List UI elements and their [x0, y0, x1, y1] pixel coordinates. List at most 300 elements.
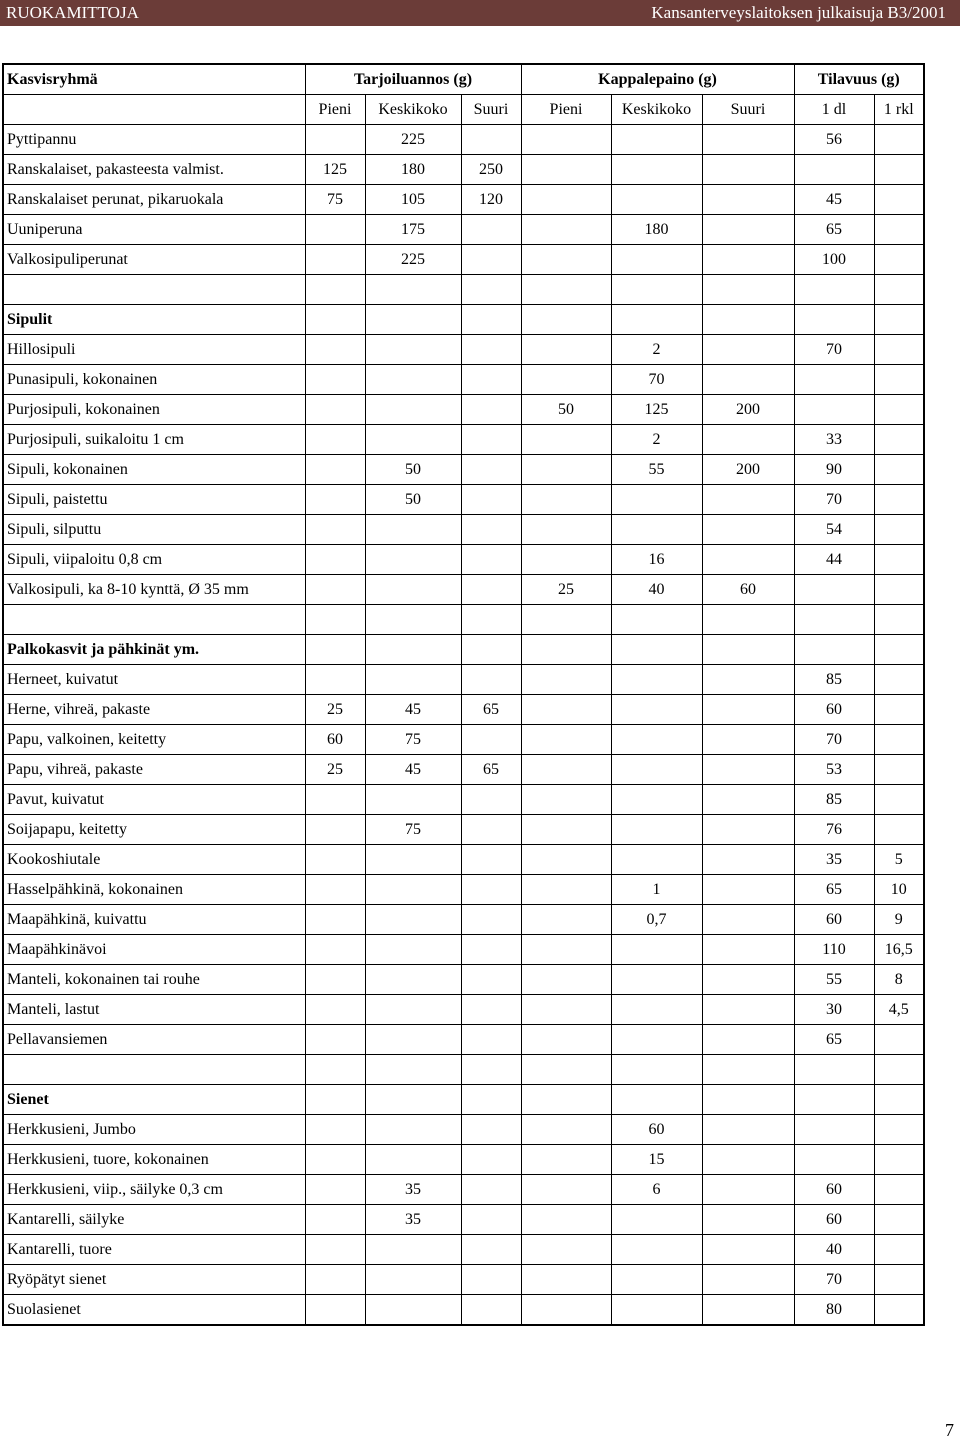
value-cell: 15 — [611, 1145, 702, 1175]
value-cell — [611, 515, 702, 545]
value-cell — [305, 395, 365, 425]
value-cell: 65 — [794, 215, 874, 245]
subheader-volume-dl: 1 dl — [794, 95, 874, 125]
item-name: Pyttipannu — [3, 125, 305, 155]
value-cell — [305, 935, 365, 965]
item-name: Papu, vihreä, pakaste — [3, 755, 305, 785]
value-cell — [365, 515, 461, 545]
value-cell — [611, 1055, 702, 1085]
value-cell — [702, 275, 794, 305]
value-cell — [521, 845, 611, 875]
value-cell: 16,5 — [874, 935, 924, 965]
header-banner — [0, 0, 960, 26]
value-cell — [702, 875, 794, 905]
value-cell: 105 — [365, 185, 461, 215]
value-cell: 25 — [305, 695, 365, 725]
item-name: Uuniperuna — [3, 215, 305, 245]
section-row — [3, 305, 924, 335]
value-cell — [611, 785, 702, 815]
value-cell — [521, 335, 611, 365]
table-row — [3, 995, 924, 1025]
value-cell: 2 — [611, 425, 702, 455]
value-cell — [874, 425, 924, 455]
value-cell — [611, 665, 702, 695]
value-cell — [365, 1115, 461, 1145]
value-cell — [365, 335, 461, 365]
value-cell — [305, 1085, 365, 1115]
value-cell: 80 — [794, 1295, 874, 1326]
value-cell — [461, 1205, 521, 1235]
value-cell — [461, 725, 521, 755]
value-cell — [521, 635, 611, 665]
value-cell — [461, 845, 521, 875]
value-cell — [611, 305, 702, 335]
value-cell — [611, 1205, 702, 1235]
value-cell — [521, 1055, 611, 1085]
value-cell — [874, 1085, 924, 1115]
value-cell — [874, 725, 924, 755]
value-cell — [874, 275, 924, 305]
table-row — [3, 725, 924, 755]
value-cell — [874, 545, 924, 575]
value-cell — [702, 305, 794, 335]
item-name: Purjosipuli, suikaloitu 1 cm — [3, 425, 305, 455]
value-cell — [305, 1055, 365, 1085]
table-row — [3, 1175, 924, 1205]
value-cell — [521, 305, 611, 335]
value-cell: 250 — [461, 155, 521, 185]
value-cell — [521, 185, 611, 215]
value-cell: 4,5 — [874, 995, 924, 1025]
value-cell — [305, 425, 365, 455]
value-cell — [702, 125, 794, 155]
value-cell — [874, 785, 924, 815]
value-cell — [461, 455, 521, 485]
value-cell: 60 — [611, 1115, 702, 1145]
value-cell: 175 — [365, 215, 461, 245]
value-cell: 75 — [365, 815, 461, 845]
value-cell: 55 — [611, 455, 702, 485]
item-name: Sipuli, paistettu — [3, 485, 305, 515]
item-name: Maapähkinävoi — [3, 935, 305, 965]
value-cell — [305, 815, 365, 845]
value-cell — [874, 1025, 924, 1055]
value-cell — [365, 275, 461, 305]
value-cell — [611, 935, 702, 965]
value-cell — [611, 725, 702, 755]
value-cell — [611, 245, 702, 275]
value-cell — [521, 1295, 611, 1326]
value-cell — [461, 935, 521, 965]
table-row — [3, 455, 924, 485]
table-row — [3, 875, 924, 905]
value-cell — [461, 1235, 521, 1265]
value-cell — [461, 1265, 521, 1295]
value-cell: 44 — [794, 545, 874, 575]
item-name: Manteli, lastut — [3, 995, 305, 1025]
value-cell — [702, 245, 794, 275]
value-cell — [305, 995, 365, 1025]
subheader-piece-small: Pieni — [521, 95, 611, 125]
value-cell — [461, 275, 521, 305]
value-cell: 50 — [365, 455, 461, 485]
value-cell — [305, 1295, 365, 1326]
value-cell: 200 — [702, 395, 794, 425]
value-cell — [702, 815, 794, 845]
value-cell — [365, 305, 461, 335]
value-cell: 45 — [794, 185, 874, 215]
value-cell — [611, 125, 702, 155]
value-cell: 40 — [794, 1235, 874, 1265]
value-cell — [794, 395, 874, 425]
value-cell — [874, 1295, 924, 1326]
value-cell — [521, 605, 611, 635]
value-cell — [305, 1205, 365, 1235]
value-cell — [461, 785, 521, 815]
table-row — [3, 1205, 924, 1235]
value-cell — [702, 1145, 794, 1175]
value-cell — [611, 485, 702, 515]
table-row — [3, 755, 924, 785]
value-cell — [611, 155, 702, 185]
value-cell — [874, 185, 924, 215]
table-row — [3, 1145, 924, 1175]
value-cell — [874, 365, 924, 395]
value-cell: 50 — [365, 485, 461, 515]
value-cell — [521, 905, 611, 935]
value-cell — [702, 1055, 794, 1085]
value-cell — [702, 695, 794, 725]
value-cell — [702, 1025, 794, 1055]
value-cell — [305, 665, 365, 695]
value-cell: 55 — [794, 965, 874, 995]
value-cell: 60 — [794, 1175, 874, 1205]
table-row — [3, 905, 924, 935]
table-row — [3, 665, 924, 695]
value-cell — [365, 845, 461, 875]
table-row — [3, 1115, 924, 1145]
value-cell — [874, 575, 924, 605]
value-cell — [365, 995, 461, 1025]
value-cell — [521, 1025, 611, 1055]
value-cell — [365, 605, 461, 635]
value-cell: 54 — [794, 515, 874, 545]
value-cell: 45 — [365, 755, 461, 785]
value-cell — [702, 635, 794, 665]
item-name: Ranskalaiset perunat, pikaruokala — [3, 185, 305, 215]
value-cell — [611, 1235, 702, 1265]
value-cell: 60 — [305, 725, 365, 755]
value-cell — [874, 665, 924, 695]
value-cell — [874, 1235, 924, 1265]
table-row — [3, 515, 924, 545]
value-cell — [305, 545, 365, 575]
table-row — [3, 1055, 924, 1085]
value-cell — [521, 1205, 611, 1235]
value-cell — [305, 635, 365, 665]
value-cell: 85 — [794, 785, 874, 815]
value-cell — [874, 515, 924, 545]
value-cell — [702, 485, 794, 515]
header-serving: Tarjoiluannos (g) — [305, 64, 521, 95]
value-cell — [874, 485, 924, 515]
value-cell — [365, 1055, 461, 1085]
table-row — [3, 785, 924, 815]
value-cell — [874, 695, 924, 725]
value-cell: 56 — [794, 125, 874, 155]
value-cell — [521, 725, 611, 755]
value-cell — [305, 785, 365, 815]
value-cell — [521, 485, 611, 515]
value-cell — [461, 485, 521, 515]
item-name: Ryöpätyt sienet — [3, 1265, 305, 1295]
value-cell — [521, 695, 611, 725]
value-cell — [461, 575, 521, 605]
value-cell: 33 — [794, 425, 874, 455]
table-row — [3, 125, 924, 155]
value-cell — [521, 425, 611, 455]
table-row — [3, 845, 924, 875]
value-cell — [702, 995, 794, 1025]
value-cell — [794, 635, 874, 665]
value-cell — [365, 575, 461, 605]
value-cell — [521, 1175, 611, 1205]
value-cell: 75 — [365, 725, 461, 755]
value-cell — [305, 905, 365, 935]
table-row — [3, 425, 924, 455]
value-cell: 0,7 — [611, 905, 702, 935]
value-cell — [305, 245, 365, 275]
value-cell: 2 — [611, 335, 702, 365]
value-cell — [521, 275, 611, 305]
value-cell — [461, 1025, 521, 1055]
value-cell: 30 — [794, 995, 874, 1025]
value-cell — [874, 395, 924, 425]
value-cell — [305, 215, 365, 245]
value-cell — [521, 755, 611, 785]
value-cell — [702, 1115, 794, 1145]
header-title: RUOKAMITTOJA — [6, 3, 139, 22]
value-cell — [611, 1265, 702, 1295]
value-cell: 110 — [794, 935, 874, 965]
value-cell: 70 — [794, 1265, 874, 1295]
value-cell — [794, 365, 874, 395]
value-cell — [874, 245, 924, 275]
item-name: Maapähkinä, kuivattu — [3, 905, 305, 935]
table-row — [3, 155, 924, 185]
value-cell — [521, 965, 611, 995]
value-cell — [702, 545, 794, 575]
item-name: Herkkusieni, viip., säilyke 0,3 cm — [3, 1175, 305, 1205]
table-row — [3, 185, 924, 215]
value-cell — [702, 365, 794, 395]
value-cell — [521, 215, 611, 245]
value-cell: 5 — [874, 845, 924, 875]
table-row — [3, 395, 924, 425]
value-cell — [702, 215, 794, 245]
value-cell — [874, 605, 924, 635]
value-cell — [874, 155, 924, 185]
value-cell — [874, 455, 924, 485]
value-cell: 225 — [365, 245, 461, 275]
section-title: Sipulit — [3, 305, 305, 335]
value-cell — [611, 275, 702, 305]
value-cell — [611, 635, 702, 665]
item-name: Kookoshiutale — [3, 845, 305, 875]
value-cell — [611, 755, 702, 785]
subheader-piece-medium: Keskikoko — [611, 95, 702, 125]
value-cell — [794, 1055, 874, 1085]
value-cell: 10 — [874, 875, 924, 905]
item-name: Valkosipuliperunat — [3, 245, 305, 275]
subheader-serving-large: Suuri — [461, 95, 521, 125]
subheader-serving-small: Pieni — [305, 95, 365, 125]
value-cell — [702, 1205, 794, 1235]
value-cell — [461, 545, 521, 575]
value-cell — [874, 1055, 924, 1085]
value-cell — [461, 605, 521, 635]
value-cell — [794, 1145, 874, 1175]
table-row — [3, 485, 924, 515]
value-cell — [305, 1145, 365, 1175]
section-row — [3, 635, 924, 665]
value-cell: 65 — [794, 1025, 874, 1055]
value-cell — [461, 815, 521, 845]
value-cell — [305, 515, 365, 545]
value-cell — [874, 1205, 924, 1235]
item-name: Pavut, kuivatut — [3, 785, 305, 815]
value-cell — [702, 755, 794, 785]
value-cell — [794, 1115, 874, 1145]
value-cell — [461, 1145, 521, 1175]
item-name: Sipuli, kokonainen — [3, 455, 305, 485]
value-cell — [365, 665, 461, 695]
value-cell — [365, 635, 461, 665]
value-cell — [794, 1085, 874, 1115]
value-cell: 225 — [365, 125, 461, 155]
table-row — [3, 965, 924, 995]
section-row — [3, 1085, 924, 1115]
value-cell: 70 — [794, 725, 874, 755]
table-row — [3, 545, 924, 575]
value-cell: 65 — [794, 875, 874, 905]
item-name: Punasipuli, kokonainen — [3, 365, 305, 395]
value-cell — [611, 695, 702, 725]
value-cell — [702, 845, 794, 875]
value-cell — [611, 605, 702, 635]
value-cell: 120 — [461, 185, 521, 215]
item-name — [3, 275, 305, 305]
value-cell: 200 — [702, 455, 794, 485]
table-row — [3, 575, 924, 605]
value-cell — [874, 635, 924, 665]
value-cell — [611, 845, 702, 875]
value-cell: 60 — [794, 695, 874, 725]
value-cell — [305, 365, 365, 395]
value-cell — [611, 1295, 702, 1326]
value-cell: 8 — [874, 965, 924, 995]
value-cell: 65 — [461, 755, 521, 785]
value-cell — [794, 275, 874, 305]
value-cell: 1 — [611, 875, 702, 905]
value-cell — [794, 155, 874, 185]
value-cell: 60 — [794, 1205, 874, 1235]
value-cell: 125 — [305, 155, 365, 185]
value-cell — [365, 905, 461, 935]
value-cell: 16 — [611, 545, 702, 575]
value-cell: 60 — [702, 575, 794, 605]
value-cell — [521, 515, 611, 545]
value-cell: 100 — [794, 245, 874, 275]
value-cell — [461, 305, 521, 335]
value-cell — [702, 725, 794, 755]
item-name: Ranskalaiset, pakasteesta valmist. — [3, 155, 305, 185]
value-cell — [305, 125, 365, 155]
value-cell — [702, 785, 794, 815]
value-cell — [305, 1115, 365, 1145]
value-cell — [365, 1085, 461, 1115]
value-cell — [461, 125, 521, 155]
value-cell — [874, 305, 924, 335]
value-cell — [305, 1265, 365, 1295]
value-cell — [702, 515, 794, 545]
item-name: Papu, valkoinen, keitetty — [3, 725, 305, 755]
value-cell — [461, 365, 521, 395]
item-name: Soijapapu, keitetty — [3, 815, 305, 845]
value-cell: 40 — [611, 575, 702, 605]
value-cell: 60 — [794, 905, 874, 935]
value-cell: 25 — [521, 575, 611, 605]
value-cell — [305, 305, 365, 335]
value-cell — [305, 1175, 365, 1205]
value-cell — [521, 935, 611, 965]
table-row — [3, 935, 924, 965]
value-cell — [521, 1085, 611, 1115]
value-cell — [461, 515, 521, 545]
item-name: Sipuli, viipaloitu 0,8 cm — [3, 545, 305, 575]
value-cell — [702, 935, 794, 965]
value-cell — [461, 1055, 521, 1085]
value-cell — [365, 425, 461, 455]
value-cell — [521, 1145, 611, 1175]
table-row — [3, 215, 924, 245]
value-cell — [365, 1145, 461, 1175]
value-cell — [305, 875, 365, 905]
value-cell — [365, 1025, 461, 1055]
item-name — [3, 1055, 305, 1085]
value-cell — [305, 1025, 365, 1055]
value-cell — [702, 155, 794, 185]
value-cell: 25 — [305, 755, 365, 785]
value-cell: 76 — [794, 815, 874, 845]
table-body — [3, 64, 924, 1325]
value-cell: 180 — [365, 155, 461, 185]
value-cell — [521, 545, 611, 575]
value-cell — [702, 1265, 794, 1295]
value-cell: 125 — [611, 395, 702, 425]
item-name: Purjosipuli, kokonainen — [3, 395, 305, 425]
value-cell — [702, 1235, 794, 1265]
value-cell — [794, 605, 874, 635]
header-empty-cell — [3, 95, 305, 125]
header-row-groups — [3, 64, 924, 95]
subheader-piece-large: Suuri — [702, 95, 794, 125]
header-volume: Tilavuus (g) — [794, 64, 924, 95]
value-cell — [365, 395, 461, 425]
value-cell: 65 — [461, 695, 521, 725]
value-cell — [305, 455, 365, 485]
table-row — [3, 365, 924, 395]
